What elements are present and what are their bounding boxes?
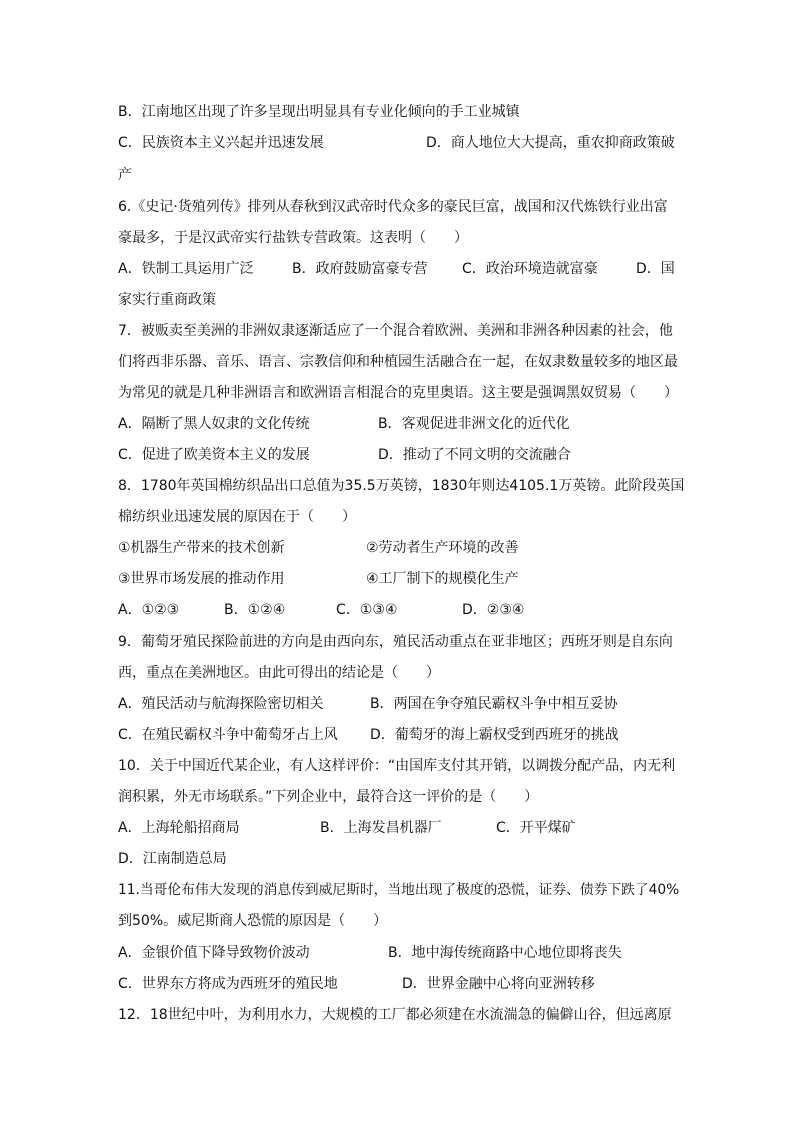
q9-stem-line-2: 西，重点在美洲地区。由此可得出的结论是（ ） (118, 665, 440, 681)
q6-option-a: A．铁制工具运用广泛 (118, 261, 254, 277)
q8-option-c: C．①③④ (336, 602, 398, 618)
q8-statement-4: ④工厂制下的规模化生产 (366, 571, 519, 587)
q9-option-c: C．在殖民霸权斗争中葡萄牙占上风 (118, 727, 338, 743)
q11-stem-line-1: 11.当哥伦布伟大发现的消息传到威尼斯时，当地出现了极度的恐慌，证券、债券下跌了40% (118, 882, 680, 898)
q6-stem-line-1: 6.《史记·货殖列传》排列从春秋到汉武帝时代众多的豪民巨富，战国和汉代炼铁行业出富 (118, 199, 668, 215)
q11-stem-line-2: 到50%。威尼斯商人恐慌的原因是（ ） (118, 913, 388, 929)
q6-option-d: D．国 (636, 261, 675, 277)
q9-option-b: B．两国在争夺殖民霸权斗争中相互妥协 (370, 696, 618, 712)
q6-option-b: B．政府鼓励富豪专营 (292, 261, 428, 277)
q8-statement-1: ①机器生产带来的技术创新 (118, 540, 285, 556)
q5-option-d: D．商人地位大大提高，重农抑商政策破 (426, 135, 675, 151)
q7-stem-line-3: 为常见的就是几种非洲语言和欧洲语言相混合的克里奥语。这主要是强调黑奴贸易（ ） (118, 385, 678, 401)
q7-stem-line-1: 7．被贩卖至美洲的非洲奴隶逐渐适应了一个混合着欧洲、美洲和非洲各种因素的社会，他 (118, 323, 673, 339)
q7-option-c: C．促进了欧美资本主义的发展 (118, 447, 310, 463)
q10-stem-line-1: 10．关于中国近代某企业，有人这样评价：“由国库支付其开销，以调拨分配产品，内无利 (118, 758, 676, 774)
q8-stem-line-1: 8．1780年英国棉纺织品出口总值为35.5万英镑，1830年则达4105.1万英镑。此阶段英国 (118, 478, 685, 494)
q10-option-d: D．江南制造总局 (118, 851, 227, 867)
q8-statement-3: ③世界市场发展的推动作用 (118, 571, 285, 587)
q8-option-d: D．②③④ (462, 602, 525, 618)
q6-option-d-cont: 家实行重商政策 (118, 292, 216, 308)
q10-option-c: C．开平煤矿 (496, 820, 576, 836)
q5-option-d-cont: 产 (118, 167, 132, 183)
q7-option-b: B．客观促进非洲文化的近代化 (378, 416, 570, 432)
q6-stem-line-2: 豪最多，于是汉武帝实行盐铁专营政策。这表明（ ） (118, 230, 468, 246)
q7-option-d: D．推动了不同文明的交流融合 (378, 447, 571, 463)
q5-option-c: C．民族资本主义兴起并迅速发展 (118, 135, 324, 151)
q10-option-a: A．上海轮船招商局 (118, 820, 240, 836)
q8-statement-2: ②劳动者生产环境的改善 (366, 540, 519, 556)
q5-option-b: B．江南地区出现了许多呈现出明显具有专业化倾向的手工业城镇 (118, 104, 520, 120)
q11-option-c: C．世界东方将成为西班牙的殖民地 (118, 976, 338, 992)
q8-option-b: B．①②④ (224, 602, 286, 618)
q11-option-d: D．世界金融中心将向亚洲转移 (402, 976, 595, 992)
q8-stem-line-2: 棉纺织业迅速发展的原因在于（ ） (118, 509, 356, 525)
q12-stem-line-1: 12．18世纪中叶，为利用水力，大规模的工厂都必须建在水流湍急的偏僻山谷，但远离原 (118, 1007, 672, 1023)
q7-option-a: A．隔断了黑人奴隶的文化传统 (118, 416, 310, 432)
q6-option-c: C．政治环境造就富豪 (462, 261, 598, 277)
q8-option-a: A．①②③ (118, 602, 180, 618)
q9-option-d: D．葡萄牙的海上霸权受到西班牙的挑战 (370, 727, 619, 743)
q10-option-b: B．上海发昌机器厂 (320, 820, 442, 836)
q9-option-a: A．殖民活动与航海探险密切相关 (118, 696, 324, 712)
q11-option-b: B．地中海传统商路中心地位即将丧失 (388, 945, 622, 961)
q7-stem-line-2: 们将西非乐器、音乐、语言、宗教信仰和种植园生活融合在一起，在奴隶数量较多的地区最 (118, 354, 678, 370)
q10-stem-line-2: 润积累，外无市场联系。”下列企业中，最符合这一评价的是（ ） (118, 789, 539, 805)
q11-option-a: A．金银价值下降导致物价波动 (118, 945, 310, 961)
q9-stem-line-1: 9．葡萄牙殖民探险前进的方向是由西向东，殖民活动重点在亚非地区；西班牙则是自东向 (118, 634, 673, 650)
